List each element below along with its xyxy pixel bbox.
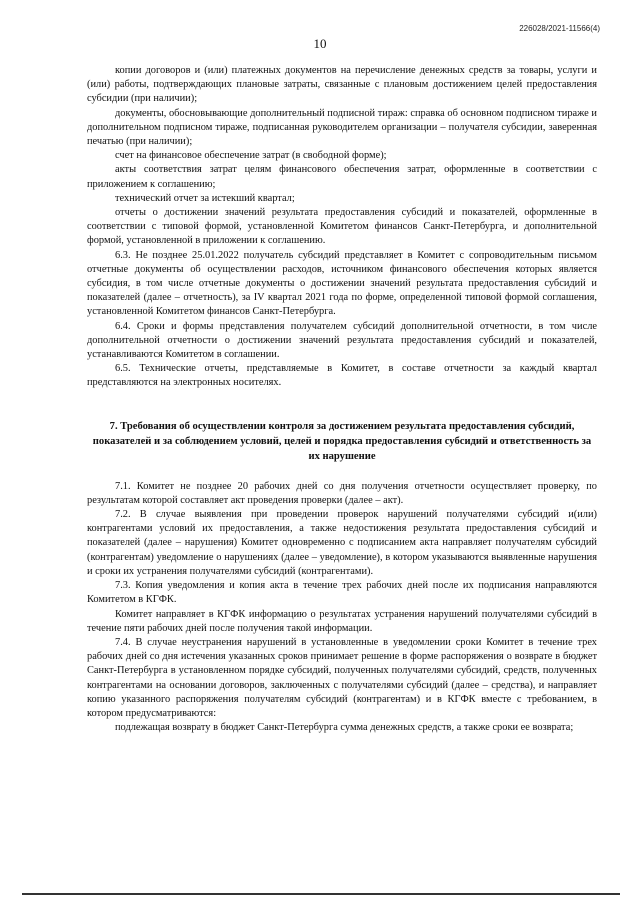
paragraph: отчеты о достижении значений результата предоставления субсидий и показателей, оформленные в соответствии с типовой формой, установленной Комитетом финансов Санкт-Петербурга, и дополнительной формой, установленной в приложении к соглашению.	[87, 207, 597, 247]
paragraph: технический отчет за истекший квартал;	[115, 192, 295, 204]
registration-number: 226028/2021-11566(4)	[519, 24, 600, 33]
paragraph: подлежащая возврату в бюджет Санкт-Петербурга сумма денежных средств, а также сроки ее возврата;	[115, 722, 574, 734]
page-number: 10	[313, 36, 327, 51]
paragraph: 6.5. Технические отчеты, представляемые в Комитет, в составе отчетности за каждый квартал представляются на электронных носителях.	[87, 363, 597, 389]
paragraph: документы, обосновывающие дополнительный подписной тираж: справка об основном подписном тираже и дополнительном подписном тираже, подписанная руководителем организации – получателя субсидии, заверенная печатью (при наличии);	[87, 107, 597, 148]
paragraph: 7.2. В случае выявления при проведении проверок нарушений получателями субсидий и(или) контрагентами условий их предоставления, а также недостижения результата предоставления субсидий и показателей (далее – нарушения) Комитет одновременно с подписанием акта направляет получателям субсидий (контрагентам) уведомление о нарушениях (далее – уведомление), в котором указываются выявленные нарушения и сроки их устранения получателями субсидий (контрагентами).	[87, 509, 597, 577]
paragraph: 7.1. Комитет не позднее 20 рабочих дней со дня получения отчетности осуществляет проверку, по результатам которой составляет акт проведения проверки (далее – акт).	[87, 480, 597, 506]
paragraph: 7.4. В случае неустранения нарушений в установленные в уведомлении сроки Комитет в течение трех рабочих дней со дня истечения указанных сроков принимает решение в форме распоряжения о возврате в бюджет Санкт-Петербурга в установленном порядке субсидий, полученных получателями субсидий, средств, полученных контрагентами на основании договоров, заключенных с получателями субсидий (далее – средства), и направляет копию указанного распоряжения получателям субсидий (контрагентам) и в КГФК вместе с требованием, в котором предусматриваются:	[87, 636, 597, 719]
paragraph: счет на финансовое обеспечение затрат (в свободной форме);	[115, 150, 387, 162]
paragraph: 6.3. Не позднее 25.01.2022 получатель субсидий представляет в Комитет с сопроводительным письмом отчетные документы об осуществлении расходов, источником финансового обеспечения которых является субсидия, в том числе отчетные документы о достижении значений результата предоставления субсидий и показателей (далее – отчетность), за IV квартал 2021 года по форме, определенной типовой формой соглашения, установленной Комитетом финансов Санкт-Петербурга.	[87, 249, 597, 318]
paragraph: Комитет направляет в КГФК информацию о результатах устранения нарушений получателями субсидий в течение пяти рабочих дней после получения такой информации.	[87, 608, 597, 634]
footer-divider	[22, 893, 620, 895]
paragraph: 6.4. Сроки и формы представления получателем субсидий дополнительной отчетности, в том числе дополнительной отчетности о достижении значений результата предоставления субсидий и показателей, устанавливаются Комитетом в соглашении.	[87, 320, 597, 361]
paragraph: акты соответствия затрат целям финансового обеспечения затрат, оформленные в соответствии с приложением к соглашению;	[87, 164, 597, 190]
paragraph: 7.3. Копия уведомления и копия акта в течение трех рабочих дней после их подписания направляются Комитетом в КГФК.	[87, 580, 597, 606]
section-heading: 7. Требования об осуществлении контроля за достижением результата предоставления субсидий, показателей и за соблюдением условий, целей и порядка предоставления субсидий и ответственность за их нарушение	[92, 420, 592, 462]
document-body	[87, 64, 597, 735]
paragraph: копии договоров и (или) платежных документов на перечисление денежных средств за товары, услуги и (или) работы, подтверждающих плановые затраты, связанные с плановым достижением целей предоставления субсидии (при наличии);	[87, 65, 597, 105]
